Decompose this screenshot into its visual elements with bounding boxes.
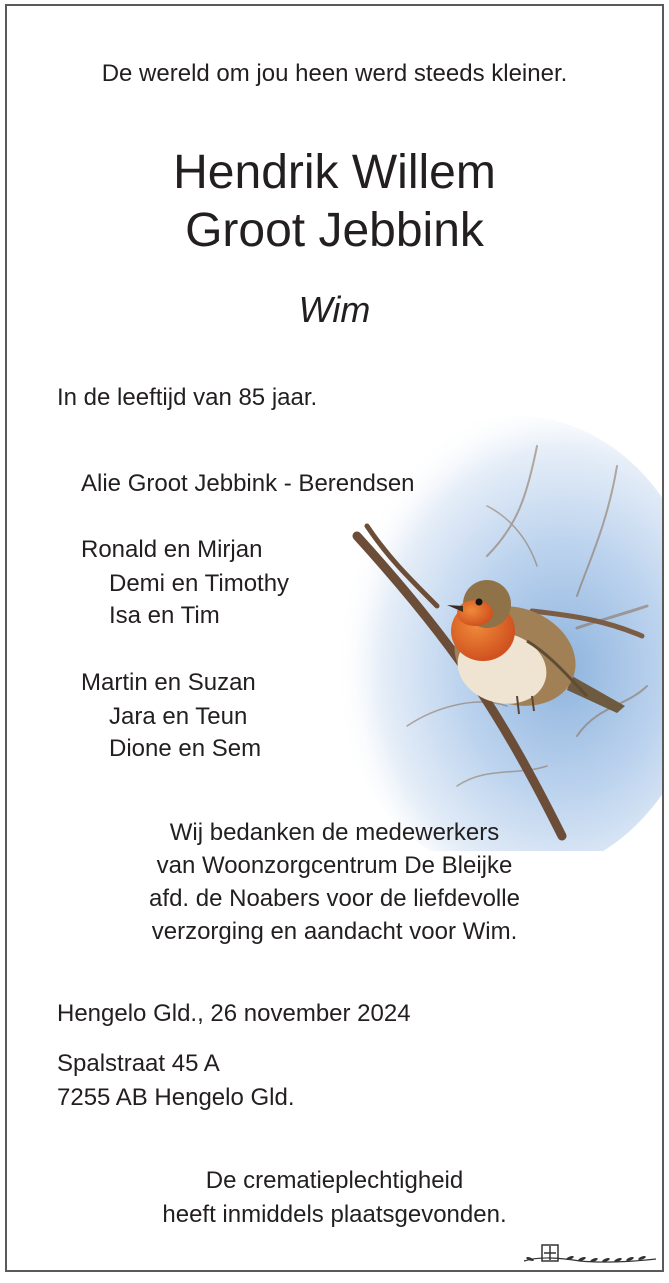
spouse: Alie Groot Jebbink - Berendsen	[81, 470, 415, 497]
thanks-line: van Woonzorgcentrum De Bleijke	[156, 852, 513, 879]
nickname: Wim	[298, 289, 371, 330]
place-date: Hengelo Gld., 26 november 2024	[57, 1000, 411, 1027]
deceased-name-first: Hendrik Willem	[173, 146, 496, 199]
deceased-name-last: Groot Jebbink	[185, 204, 484, 257]
thanks-line: afd. de Noabers voor de liefdevolle	[149, 885, 520, 912]
motto: De wereld om jou heen werd steeds kleiner.	[101, 60, 568, 87]
thanks-line: verzorging en aandacht voor Wim.	[151, 918, 518, 945]
family-parents-1: Ronald en Mirjan	[81, 536, 263, 563]
funeral-emblem-icon	[520, 1242, 660, 1266]
age-line: In de leeftijd van 85 jaar.	[57, 384, 318, 411]
family-child: Jara en Teun	[109, 703, 248, 730]
obituary-card	[5, 4, 664, 1272]
address-city: 7255 AB Hengelo Gld.	[57, 1084, 295, 1111]
family-child: Demi en Timothy	[109, 570, 290, 597]
family-parents-2: Martin en Suzan	[81, 669, 256, 696]
address-street: Spalstraat 45 A	[57, 1050, 220, 1077]
family-child: Isa en Tim	[109, 602, 220, 629]
family-child: Dione en Sem	[109, 735, 262, 762]
thanks-line: Wij bedanken de medewerkers	[169, 819, 500, 846]
ceremony-line: De crematieplechtigheid	[205, 1167, 464, 1194]
ceremony-line: heeft inmiddels plaatsgevonden.	[162, 1201, 507, 1228]
